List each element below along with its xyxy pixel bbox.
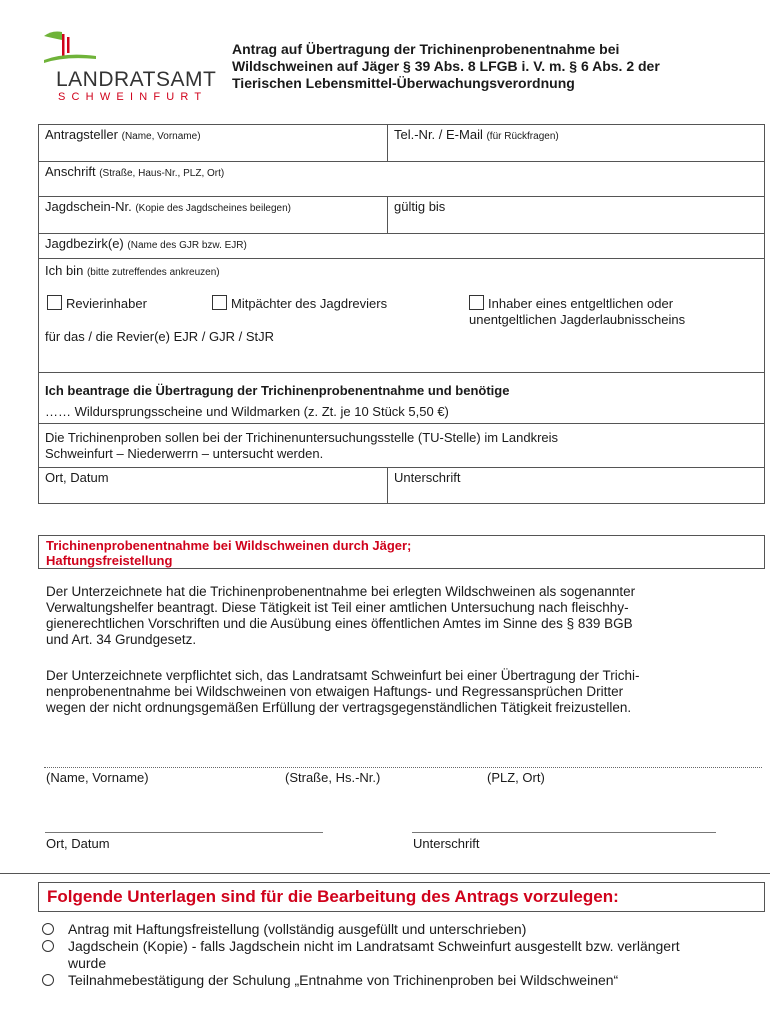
documents-list [42, 921, 762, 989]
liability-heading: Trichinenprobenentnahme bei Wildschweinen durch Jäger; Haftungsfreistellung [38, 535, 765, 569]
zip-city-label: (PLZ, Ort) [487, 770, 545, 785]
logo-wordmark: LANDRATSAMT [56, 68, 217, 91]
address-field[interactable]: Anschrift (Straße, Haus-Nr., PLZ, Ort) [45, 164, 225, 179]
status-label: Ich bin (bitte zutreffendes ankreuzen) [45, 263, 220, 278]
documents-heading: Folgende Unterlagen sind für die Bearbeitung des Antrags vorzulegen: [38, 882, 765, 912]
checkbox[interactable] [212, 295, 227, 310]
logo-mark-icon [40, 30, 100, 70]
row-request [39, 373, 764, 424]
applicant-field[interactable]: Antragsteller (Name, Vorname) [45, 127, 201, 142]
row-district [39, 234, 764, 259]
list-item: Teilnahmebestätigung der Schulung „Entnahme von Trichinenproben bei Wildschweinen“ [42, 972, 762, 989]
row-license [39, 197, 764, 234]
name-label: (Name, Vorname) [46, 770, 149, 785]
list-item: Antrag mit Haftungsfreistellung (vollständig ausgefüllt und unterschrieben) [42, 921, 762, 938]
phone-email-field[interactable]: Tel.-Nr. / E-Mail (für Rückfragen) [387, 125, 764, 161]
radio-circle-icon[interactable] [42, 923, 54, 935]
signature-dotted-line[interactable] [44, 767, 762, 768]
checkbox[interactable] [469, 295, 484, 310]
place-date-line[interactable] [45, 832, 323, 833]
status-selection [39, 259, 764, 373]
request-heading: Ich beantrage die Übertragung der Trichinenprobenentnahme und benötige [45, 383, 510, 398]
option-jagderlaubnisschein[interactable]: Inhaber eines entgeltlichen oder unentgeltlichen Jagderlaubnisscheins [469, 296, 686, 327]
option-revierinhaber[interactable]: Revierinhaber [47, 295, 147, 311]
row-address [39, 162, 764, 197]
liability-paragraph-2: Der Unterzeichnete verpflichtet sich, das Landratsamt Schweinfurt bei einer Übertragung der Trichi- nenprobenentnahme bei Wildschweinen von etwaigen Haftungs- und Regressansprüchen Dritter wegen der nicht ordnungsgemäßen Erfüllung der vertragsgegenständlichen Tätigkeit freizustellen. [46, 668, 640, 715]
place-date-label: Ort, Datum [46, 836, 110, 851]
signature-label: Unterschrift [413, 836, 480, 851]
logo-subtitle: SCHWEINFURT [58, 91, 208, 103]
page-title: Antrag auf Übertragung der Trichinenprobenentnahme bei Wildschweinen auf Jäger § 39 Abs. 8 LFGB i. V. m. § 6 Abs. 2 der Tierischen Lebensmittel-Überwachungsverordnung [232, 41, 660, 91]
list-item: Jagdschein (Kopie) - falls Jagdschein nicht im Landratsamt Schweinfurt ausgestellt bzw. verlängert wurde [42, 938, 762, 972]
place-date-field[interactable]: Ort, Datum [45, 470, 109, 485]
checkbox[interactable] [47, 295, 62, 310]
revier-for-text: für das / die Revier(e) EJR / GJR / StJR [45, 329, 275, 344]
valid-until-field[interactable]: gültig bis [387, 197, 764, 233]
application-form [38, 124, 765, 504]
request-items[interactable]: …… Wildursprungsscheine und Wildmarken (z. Zt. je 10 Stück 5,50 €) [45, 404, 449, 419]
radio-circle-icon[interactable] [42, 974, 54, 986]
option-mitpaechter[interactable]: Mitpächter des Jagdreviers [212, 295, 387, 311]
landratsamt-logo [40, 30, 215, 105]
radio-circle-icon[interactable] [42, 940, 54, 952]
row-tu-stelle: Die Trichinenproben sollen bei der Trichinenuntersuchungsstelle (TU-Stelle) im Landkreis Schweinfurt – Niederwerrn – untersucht werden. [39, 424, 764, 468]
license-number-field[interactable]: Jagdschein-Nr. (Kopie des Jagdscheines beilegen) [45, 199, 292, 214]
hunting-district-field[interactable]: Jagdbezirk(e) (Name des GJR bzw. EJR) [45, 236, 247, 251]
liability-paragraph-1: Der Unterzeichnete hat die Trichinenprobenentnahme bei erlegten Wildschweinen als sogenannter Verwaltungshelfer beantragt. Diese Tätigkeit ist Teil einer amtlichen Untersuchung nach fleischhy- gienerechtlichen Vorschriften und die Ausübung eines öffentlichen Amtes im Sinne des § 839 BGB und Art. 34 Grundgesetz. [46, 584, 636, 647]
row-applicant [39, 125, 764, 162]
street-label: (Straße, Hs.-Nr.) [285, 770, 381, 785]
signature-line[interactable] [412, 832, 716, 833]
divider [0, 873, 770, 874]
row-signature [39, 468, 764, 503]
signature-field[interactable]: Unterschrift [387, 468, 764, 503]
